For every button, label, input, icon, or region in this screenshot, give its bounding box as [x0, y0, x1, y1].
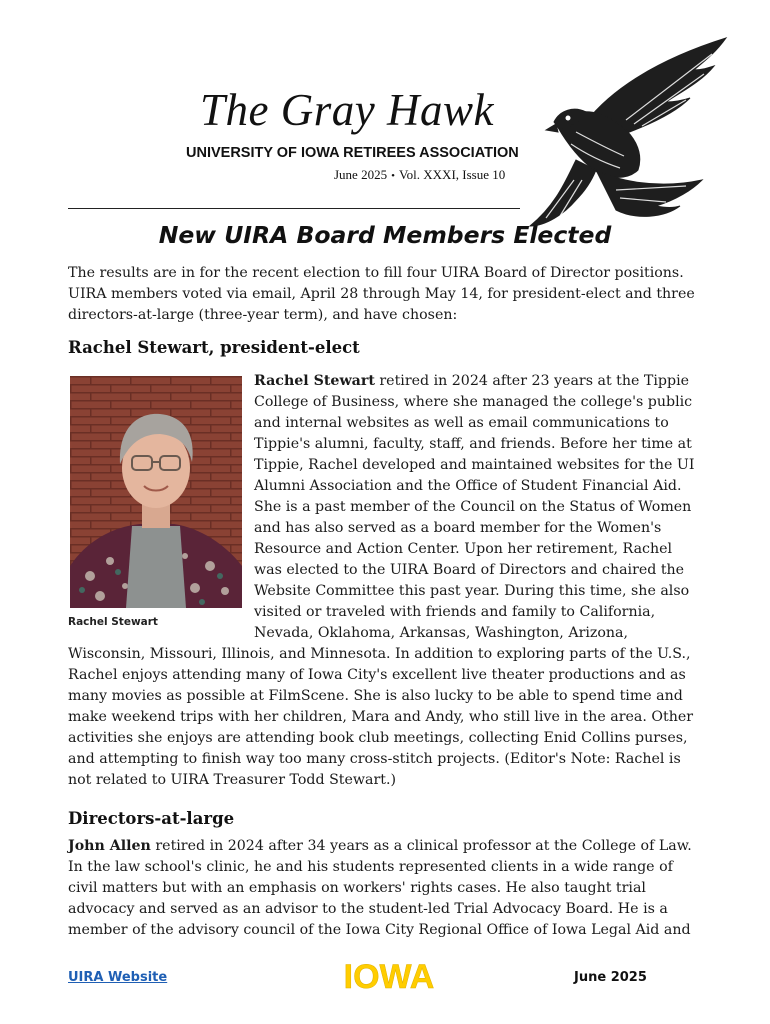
newsletter-title: The Gray Hawk	[200, 85, 494, 135]
section-heading-directors: Directors-at-large	[68, 809, 235, 828]
text-line: Resource and Action Center. Upon her retirement, Rachel	[254, 541, 673, 557]
bullet-separator: •	[391, 170, 395, 182]
bio-paragraph-stewart-continued	[68, 644, 708, 791]
logo-text: IOWA	[343, 958, 435, 992]
bio-name: Rachel Stewart	[254, 373, 375, 389]
section-heading-president-elect: Rachel Stewart, president-elect	[68, 338, 360, 357]
text-line: She is a past member of the Council on the Status of Women	[254, 499, 692, 515]
text-line: Rachel enjoys attending many of Iowa City's excellent live theater productions and as	[68, 667, 686, 683]
text-line: was elected to the UIRA Board of Directors and chaired the	[254, 562, 685, 578]
text-line: Tippie's alumni, faculty, staff, and friends. Before her time at	[254, 436, 692, 452]
photo-caption: Rachel Stewart	[68, 616, 158, 628]
iowa-logo	[343, 958, 435, 992]
bio-name: John Allen	[68, 838, 151, 854]
text-line: College of Business, where she managed the college's public	[254, 394, 693, 410]
footer-date: June 2025	[574, 970, 647, 985]
bio-paragraph-allen	[68, 836, 708, 941]
text-line: and has also served as a board member for the Women's	[254, 520, 662, 536]
text-line: In the law school's clinic, he and his students represented clients in a wide range of	[68, 859, 673, 875]
text-line	[254, 371, 704, 392]
text-line: make weekend trips with her children, Mara and Andy, who still live in the area. Other	[68, 709, 694, 725]
text-line: The results are in for the recent election to fill four UIRA Board of Director positions.	[68, 265, 684, 281]
text-line: and attempting to finish way too many cross-stitch projects. (Editor's Note: Rachel is	[68, 751, 681, 767]
text-run: retired in 2024 after 34 years as a clinical professor at the College of Law.	[150, 838, 692, 854]
article-headline: New UIRA Board Members Elected	[158, 221, 612, 249]
text-line	[68, 836, 708, 857]
text-line: Website Committee this past year. During this time, she also	[254, 583, 690, 599]
text-run: retired in 2024 after 23 years at the Tippie	[374, 373, 690, 389]
text-line: civil matters but with an emphasis on workers' rights cases. He also taught trial	[68, 880, 646, 896]
text-line: and internal websites as well as email communications to	[254, 415, 669, 431]
text-line: UIRA members voted via email, April 28 through May 14, for president-elect and three	[68, 286, 695, 302]
text-line: advocacy and served as an advisor to the student-led Trial Advocacy Board. He is a	[68, 901, 668, 917]
organization-name: UNIVERSITY OF IOWA RETIREES ASSOCIATION	[186, 145, 519, 161]
bio-paragraph-stewart	[254, 371, 704, 644]
text-line: directors-at-large (three-year term), and have chosen:	[68, 307, 458, 323]
text-line: Nevada, Oklahoma, Arkansas, Washington, Arizona,	[254, 625, 629, 641]
text-line: Wisconsin, Missouri, Illinois, and Minnesota. In addition to exploring parts of the U.S.,	[68, 646, 691, 662]
issue-info	[334, 167, 505, 183]
text-line: activities she enjoys are attending book club meetings, collecting Enid Collins purses,	[68, 730, 688, 746]
text-line: visited or traveled with friends and family to California,	[254, 604, 656, 620]
text-line: Tippie, Rachel developed and maintained websites for the UI	[254, 457, 695, 473]
text-line: many movies as possible at FilmScene. She is also lucky to be able to spend time and	[68, 688, 683, 704]
text-line: member of the advisory council of the Iowa City Regional Office of Iowa Legal Aid and	[68, 922, 691, 938]
issue-volume: Vol. XXXI, Issue 10	[398, 167, 506, 182]
uira-website-link[interactable]: UIRA Website	[68, 970, 168, 985]
intro-paragraph	[68, 263, 708, 326]
text-line: not related to UIRA Treasurer Todd Stewart.)	[68, 772, 397, 788]
text-line: Alumni Association and the Office of Student Financial Aid.	[254, 478, 682, 494]
portrait-photo	[70, 376, 242, 608]
issue-date: June 2025	[334, 167, 388, 182]
masthead-divider	[68, 208, 520, 209]
hawk-illustration	[516, 30, 731, 230]
